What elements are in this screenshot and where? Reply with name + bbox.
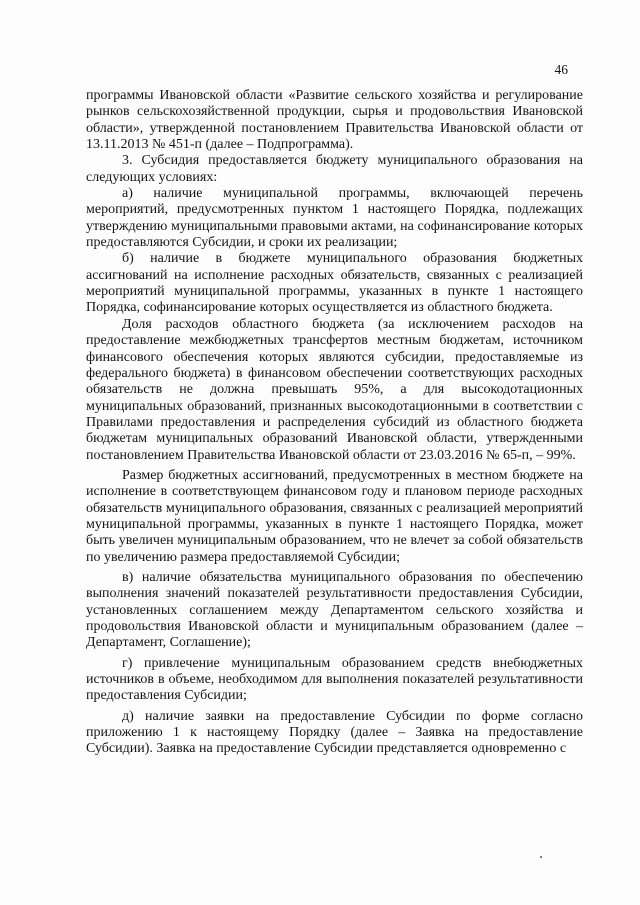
paragraph-condition-b: б) наличие в бюджете муниципального образования бюджетных ассигнований на исполнение расходных обязательств, связанных с реализацией мероприятий муниципальной программы, указанных в пункте 1 настоящего Порядка, софинансирование которых осуществляется из областного бюджета. bbox=[86, 251, 583, 316]
paragraph-condition-g: г) привлечение муниципальным образованием средств внебюджетных источников в объеме, необходимом для выполнения показателей результативности предоставления Субсидии; bbox=[86, 655, 583, 704]
paragraph-regional-share: Доля расходов областного бюджета (за исключением расходов на предоставление межбюджетных трансфертов местным бюджетам, источником финансового обеспечения которых являются субсидии, предоставляемые из федерального бюджета) в финансовом обеспечении соответствующих расходных обязательств не должна превышать 95%, а для высокодотационных муниципальных образований, признанных высокодотационными в соответствии с Правилами предоставления и распределения субсидий из областного бюджета бюджетам муниципальных образований Ивановской области, утвержденными постановлением Правительства Ивановской области от 23.03.2016 № 65-п, – 99%. bbox=[86, 316, 583, 463]
document-body bbox=[86, 88, 583, 758]
paragraph-subprogram-continuation: программы Ивановской области «Развитие сельского хозяйства и регулирование рынков сельскохозяйственной продукции, сырья и продовольствия Ивановской области», утвержденной постановлением Правительства Ивановской области от 13.11.2013 № 451-п (далее – Подпрограмма). bbox=[86, 88, 583, 153]
paragraph-condition-a: а) наличие муниципальной программы, включающей перечень мероприятий, предусмотренных пунктом 1 настоящего Порядка, подлежащих утверждению муниципальными правовыми актами, на софинансирование которых предоставляются Субсидии, и сроки их реализации; bbox=[86, 186, 583, 251]
paragraph-clause-3: 3. Субсидия предоставляется бюджету муниципального образования на следующих условиях: bbox=[86, 153, 583, 185]
scan-artifact-dot bbox=[540, 856, 542, 858]
page-number: 46 bbox=[554, 62, 568, 77]
paragraph-condition-d: д) наличие заявки на предоставление Субсидии по форме согласно приложению 1 к настоящему Порядку (далее – Заявка на предоставление Субсидии). Заявка на предоставление Субсидии представляется одновременно с bbox=[86, 708, 583, 757]
paragraph-condition-v: в) наличие обязательства муниципального образования по обеспечению выполнения значений показателей результативности предоставления Субсидии, установленных соглашением между Департаментом сельского хозяйства и продовольствия Ивановской области и муниципальным образованием (далее – Департамент, Соглашение); bbox=[86, 569, 583, 651]
paragraph-budget-allocation: Размер бюджетных ассигнований, предусмотренных в местном бюджете на исполнение в соответствующем финансовом году и плановом периоде расходных обязательств муниципального образования, связанных с реализацией мероприятий муниципальной программы, указанных в пункте 1 настоящего Порядка, может быть увеличен муниципальным образованием, что не влечет за собой обязательств по увеличению размера предоставляемой Субсидии; bbox=[86, 467, 583, 565]
